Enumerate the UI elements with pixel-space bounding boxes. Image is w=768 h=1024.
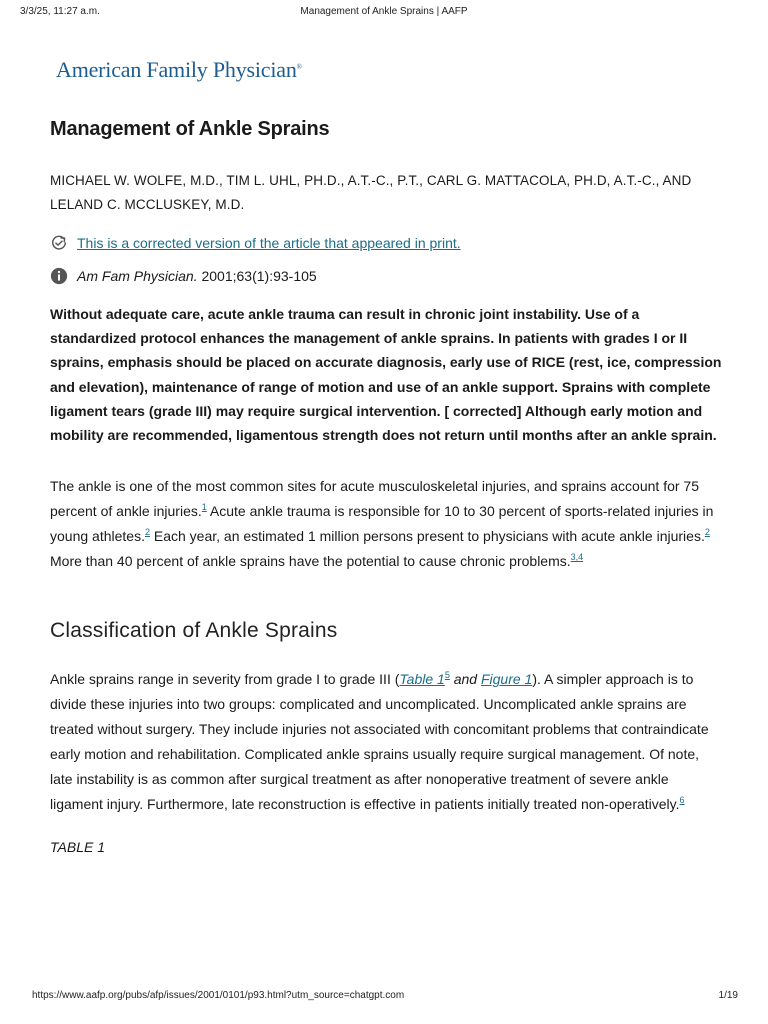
citation-details: 2001;63(1):93-105: [197, 268, 317, 284]
intro-text-1: The ankle is one of the most common sites for acute musculoskeletal injuries, and sprains account for 75 percent of ankle injuries.: [50, 478, 699, 520]
intro-text-2: Acute ankle trauma is responsible for 10 to 30 percent of sports-related injuries in young athletes.: [50, 503, 714, 545]
reference-link-3-4[interactable]: 3,4: [570, 552, 584, 563]
classification-text-1: Ankle sprains range in severity from grade I to grade III (: [50, 671, 400, 688]
reference-link-5[interactable]: 5: [444, 670, 450, 681]
citation-journal: Am Fam Physician.: [77, 268, 198, 284]
article-content: [50, 118, 722, 855]
reference-link-1[interactable]: 1: [201, 502, 207, 513]
classification-text-2: ). A simpler approach is to divide these injuries into two groups: complicated and uncomplicated. Uncomplicated ankle sprains are treated without surgery. They include injuries not associated with concomitant problems that contraindicate early motion and rehabilitation. Complicated ankle sprains usually require surgical management. Of note, late instability is as common after surgical treatment as after nonoperative treatment of severe ankle ligament injury. Furthermore, late reconstruction is effective in patients initially treated non-operatively.: [50, 671, 709, 813]
reference-link-2b[interactable]: 2: [704, 527, 710, 538]
figure-1-link[interactable]: Figure 1: [480, 671, 533, 688]
reference-link-6[interactable]: 6: [679, 795, 685, 806]
print-page-title: Management of Ankle Sprains | AAFP: [300, 6, 468, 17]
article-authors: MICHAEL W. WOLFE, M.D., TIM L. UHL, PH.D., A.T.-C., P.T., CARL G. MATTACOLA, PH.D, A.T.-C., AND LELAND C. MCCLUSKEY, M.D.: [50, 173, 692, 212]
table-label: TABLE 1: [50, 839, 105, 856]
print-header: [20, 6, 748, 20]
citation: [77, 268, 317, 284]
afp-logo[interactable]: [56, 57, 302, 83]
classification-paragraph: [50, 667, 722, 817]
section-heading-classification: Classification of Ankle Sprains: [50, 619, 338, 643]
intro-text-3: Each year, an estimated 1 million persons present to physicians with acute ankle injuries.: [149, 528, 705, 545]
article-title: Management of Ankle Sprains: [50, 118, 330, 140]
correction-notice-link[interactable]: This is a corrected version of the article that appeared in print.: [77, 235, 461, 251]
citation-row: [50, 265, 722, 287]
info-icon: [50, 267, 68, 285]
print-url: https://www.aafp.org/pubs/afp/issues/2001/0101/p93.html?utm_source=chatgpt.com: [32, 990, 405, 1001]
intro-paragraph: [50, 474, 722, 574]
reference-link-2[interactable]: 2: [144, 527, 150, 538]
print-datetime: 3/3/25, 11:27 a.m.: [20, 6, 100, 17]
classification-and: and: [449, 671, 481, 688]
refresh-icon: [50, 234, 68, 252]
logo-text: American Family Physician: [56, 57, 297, 82]
intro-text-4: More than 40 percent of ankle sprains have the potential to cause chronic problems.: [50, 553, 571, 570]
logo-trademark: ®: [296, 63, 302, 71]
correction-notice-row: [50, 232, 722, 254]
table-1-link[interactable]: Table 1: [399, 671, 445, 688]
print-page-number: 1/19: [718, 990, 738, 1001]
print-footer: [32, 990, 738, 1004]
article-abstract: Without adequate care, acute ankle trauma can result in chronic joint instability. Use of a standardized protocol enhances the management of ankle sprains. In patients with grades I or II sprains, emphasis should be placed on accurate diagnosis, early use of RICE (rest, ice, compression and elevation), maintenance of range of motion and use of an ankle support. Sprains with complete ligament tears (grade III) may require surgical intervention. [ corrected] Although early motion and mobility are recommended, ligamentous strength does not return until months after an ankle sprain.: [50, 306, 722, 444]
